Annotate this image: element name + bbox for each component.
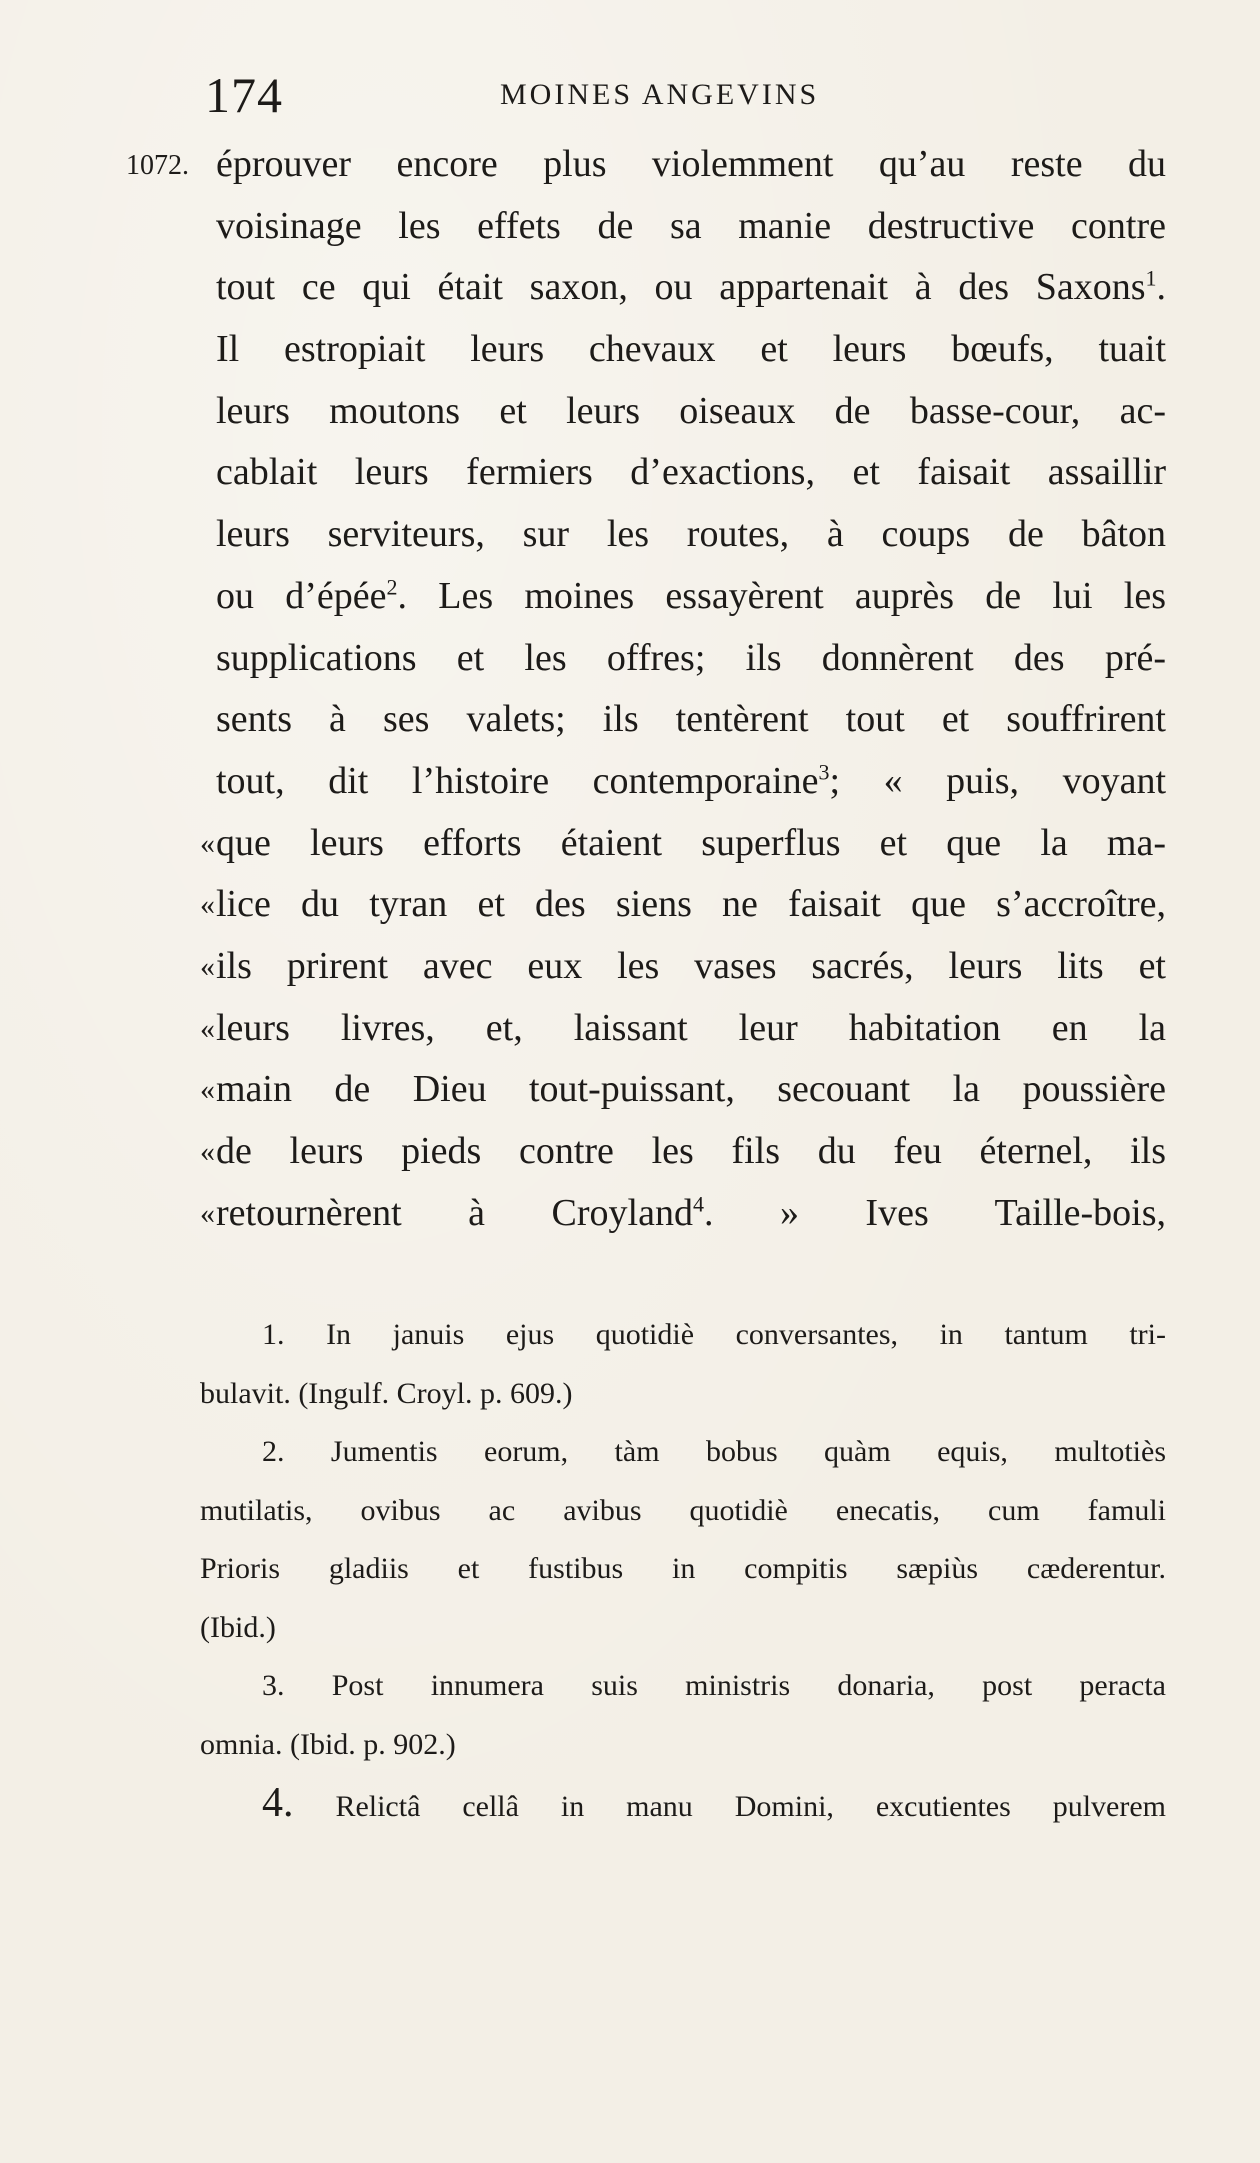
- body-line: [216, 751, 1166, 813]
- quote-mark: «: [200, 1073, 215, 1107]
- footnote-2-line: [200, 1423, 1166, 1482]
- footnote-text: Jumentis eorum, tàm bobus quàm equis, multotiès: [330, 1435, 1166, 1468]
- body-line: [200, 936, 1166, 998]
- body-line-text: ou d’épée: [216, 574, 387, 617]
- quote-mark: «: [200, 1196, 215, 1230]
- body-line-text: ils prirent avec eux les vases sacrés, leurs lits et: [216, 944, 1166, 987]
- footnote-number: 3.: [262, 1669, 285, 1702]
- body-line: voisinage les effets de sa manie destructive contre: [216, 204, 1166, 247]
- body-line: cablait leurs fermiers d’exactions, et faisait assaillir: [216, 451, 1166, 494]
- quote-mark: «: [200, 949, 215, 983]
- body-line-text: que leurs efforts étaient superflus et que la ma-: [216, 821, 1166, 864]
- footnote-3-line: omnia. (Ibid. p. 902.): [200, 1727, 456, 1761]
- footnote-2-line: Prioris gladiis et fustibus in compitis sæpiùs cæderentur.: [200, 1552, 1166, 1585]
- margin-date: 1072.: [126, 150, 189, 181]
- footnote-text: Post innumera suis ministris donaria, post peracta: [331, 1669, 1166, 1702]
- footnote-marker-2: 2: [386, 574, 398, 600]
- body-line: Il estropiait leurs chevaux et leurs bœufs, tuait: [216, 328, 1166, 371]
- body-line-text: lice du tyran et des siens ne faisait que s’accroître,: [216, 883, 1166, 926]
- footnote-4-line: [200, 1774, 1166, 1833]
- body-line-text: tout ce qui était saxon, ou appartenait à des Saxons: [216, 266, 1146, 309]
- footnote-marker-1: 1: [1145, 265, 1157, 291]
- body-line: sents à ses valets; ils tentèrent tout et souffrirent: [216, 698, 1166, 741]
- footnote-number: 4.: [262, 1780, 294, 1826]
- body-line-end: .: [1156, 266, 1166, 309]
- body-line: [200, 813, 1166, 875]
- body-line: [216, 257, 1166, 319]
- footnote-marker-3: 3: [818, 759, 830, 785]
- body-line-text: tout, dit l’histoire contemporaine: [216, 759, 819, 802]
- body-line-text: retournèrent à Croyland: [216, 1191, 693, 1234]
- body-line: leurs serviteurs, sur les routes, à coups de bâton: [216, 513, 1166, 556]
- body-line-text: de leurs pieds contre les fils du feu éternel, ils: [216, 1130, 1166, 1172]
- body-line: [200, 998, 1166, 1060]
- footnote-number: 2.: [262, 1435, 285, 1468]
- body-line: supplications et les offres; ils donnèrent des pré-: [216, 636, 1166, 679]
- body-text: [200, 134, 1167, 1244]
- footnote-2-line: mutilatis, ovibus ac avibus quotidiè enecatis, cum famuli: [200, 1493, 1166, 1527]
- quote-mark: «: [200, 826, 215, 860]
- footnote-1-line: [200, 1306, 1166, 1365]
- body-line: [200, 1183, 1167, 1245]
- running-title: MOINES ANGEVINS: [500, 78, 820, 111]
- footnote-text: In januis ejus quotidiè conversantes, in tantum tri-: [326, 1318, 1166, 1351]
- body-line-rest: . Les moines essayèrent auprès de lui les: [397, 574, 1166, 617]
- body-line: [200, 1059, 1166, 1121]
- footnote-number: 1.: [262, 1318, 285, 1351]
- page-header: [0, 62, 1260, 122]
- body-line-text: leurs livres, et, laissant leur habitation en la: [216, 1006, 1166, 1049]
- footnotes: [200, 1306, 1166, 1833]
- body-line: leurs moutons et leurs oiseaux de basse-cour, ac-: [216, 389, 1166, 432]
- page-number: 174: [205, 67, 283, 123]
- body-line-rest: ; « puis, voyant: [829, 759, 1167, 802]
- body-line: [216, 566, 1166, 628]
- footnote-3-line: [200, 1657, 1166, 1716]
- body-line-rest: . » Ives Taille-bois,: [703, 1191, 1167, 1234]
- quote-mark: «: [200, 888, 215, 922]
- footnote-text: Relictâ cellâ in manu Domini, excutientes pulverem: [335, 1790, 1167, 1823]
- quote-mark: «: [200, 1135, 215, 1168]
- body-line: [200, 1121, 1166, 1183]
- footnote-1-line: bulavit. (Ingulf. Croyl. p. 609.): [200, 1376, 573, 1410]
- body-line-text: main de Dieu tout-puissant, secouant la poussière: [216, 1068, 1166, 1111]
- body-line: [200, 874, 1166, 936]
- footnote-2-line: (Ibid.): [200, 1610, 276, 1644]
- body-line: éprouver encore plus violemment qu’au reste du: [216, 143, 1166, 185]
- footnote-marker-4: 4: [692, 1191, 704, 1217]
- quote-mark: «: [200, 1011, 215, 1045]
